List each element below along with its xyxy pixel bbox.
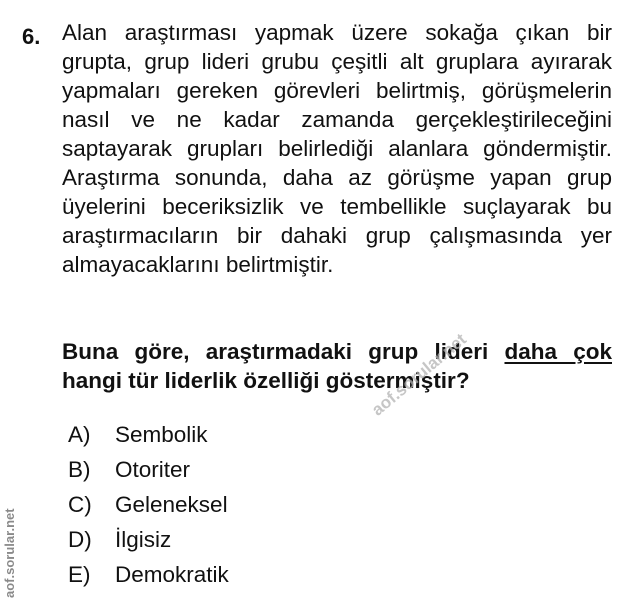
option-c[interactable] — [68, 490, 229, 525]
answer-options — [68, 420, 229, 595]
option-letter: C) — [68, 492, 92, 517]
option-text: Sembolik — [115, 422, 208, 447]
question-prompt — [62, 337, 612, 395]
option-letter: E) — [68, 562, 91, 587]
prompt-text-after: hangi tür liderlik özelliği göstermiştir? — [62, 368, 470, 393]
option-e[interactable] — [68, 560, 229, 595]
diagonal-watermark: aof.sorular.net — [368, 329, 470, 420]
option-text: Demokratik — [115, 562, 229, 587]
option-letter: A) — [68, 422, 91, 447]
prompt-text-before: Buna göre, araştırmadaki grup lideri — [62, 339, 505, 364]
option-a[interactable] — [68, 420, 229, 455]
question-stem: Alan araştırması yapmak üzere sokağa çıkan bir grupta, grup lideri grubu çeşitli alt gruplara ayırarak yapmaları gereken görevleri belirtmiş, görüşmelerin nasıl ve ne kadar zamanda gerçekleştirileceğini saptayarak grupları belirlediği alanlara göndermiştir. Araştırma sonunda, daha az görüşme yapan grup üyelerini beceriksizlik ve tembellikle suçlayarak bu araştırmacıların bir dahaki grup çalışmasında yer almayacaklarını belirtmiştir. — [62, 20, 612, 277]
prompt-underlined-text: daha çok — [504, 339, 612, 364]
option-d[interactable] — [68, 525, 229, 560]
question-number: 6. — [22, 24, 41, 49]
side-watermark: aof.sorular.net — [2, 508, 17, 598]
option-b[interactable] — [68, 455, 229, 490]
option-text: Otoriter — [115, 457, 191, 482]
option-letter: D) — [68, 527, 92, 552]
option-letter: B) — [68, 457, 91, 482]
option-text: İlgisiz — [115, 527, 172, 552]
option-text: Geleneksel — [115, 492, 228, 517]
